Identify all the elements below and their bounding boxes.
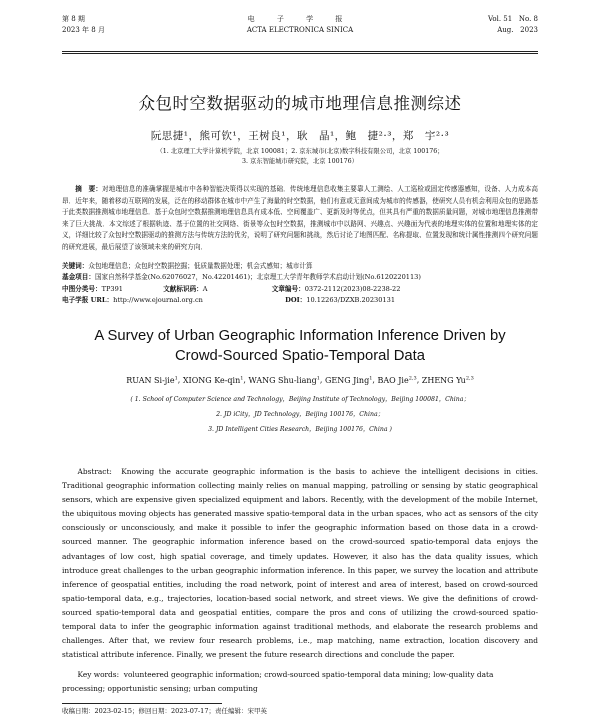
author-en: GENG Jing$^1$ bbox=[324, 375, 373, 385]
affiliation-cn-line: 3. 京东智能城市研究院，北京 100176） bbox=[242, 158, 358, 165]
affiliation-cn-line: （1. 北京理工大学计算机学院，北京 100081；2. 京东城市(北京)数字科技有限公司，北京 100176； bbox=[156, 148, 444, 155]
running-header bbox=[62, 14, 538, 52]
affiliations-en bbox=[40, 392, 560, 437]
authors-cn: 阮思捷¹，熊可钦¹，王树良¹，耿 晶¹，鲍 捷²·³，郑 宇²·³ bbox=[150, 130, 450, 142]
abstract-cn-label: 摘 要： bbox=[75, 185, 103, 193]
keywords-cn-row bbox=[62, 261, 538, 272]
keywords-en: volunteered geographic information; crowd-sourced spatio-temporal data mining; low-quality data processing; opportunistic sensing; urban computing bbox=[62, 670, 494, 693]
keywords-en-block bbox=[62, 668, 538, 696]
fund-row bbox=[62, 272, 538, 283]
url-label: 电子学报 URL： bbox=[62, 296, 114, 305]
doc-code-label: 文献标识码： bbox=[163, 284, 203, 293]
journal-url[interactable]: http://www.ejournal.org.cn bbox=[113, 296, 203, 305]
paper-title-en bbox=[0, 326, 600, 366]
header-right bbox=[488, 14, 538, 36]
author-en: WANG Shu-liang$^1$ bbox=[248, 375, 320, 385]
keywords-en-label: Key words: bbox=[77, 670, 120, 679]
classification-row bbox=[62, 284, 538, 295]
doi-label: DOI： bbox=[285, 296, 307, 305]
keywords-cn: 众包地理信息；众包时空数据挖掘；低质量数据处理；机会式感知；城市计算 bbox=[88, 262, 313, 270]
affiliation-en-line: 3. JD Intelligent Cities Research，Beijing 100176，China ) bbox=[208, 426, 392, 433]
author-en: ZHENG Yu$^{2,3}$ bbox=[421, 375, 474, 385]
title-en-line: Crowd-Sourced Spatio-Temporal Data bbox=[174, 348, 425, 364]
author-en: BAO Jie$^{2,3}$ bbox=[377, 375, 417, 385]
clc-value: TP391 bbox=[101, 284, 123, 293]
doi-value: 10.12263/DZXB.20230131 bbox=[306, 296, 396, 305]
journal-name-cn: 电 子 学 报 bbox=[247, 15, 353, 23]
footnote-rule bbox=[62, 703, 222, 704]
author-en: RUAN Si-jie$^1$ bbox=[126, 375, 178, 385]
volume-en: Vol. 51 No. 8 bbox=[487, 15, 538, 23]
article-metadata-cn bbox=[62, 261, 538, 307]
url-doi-row bbox=[62, 295, 538, 306]
article-no-label: 文章编号： bbox=[271, 284, 305, 293]
date-cn: 2023 年 8 月 bbox=[62, 26, 105, 34]
doc-code-value: A bbox=[202, 284, 208, 293]
header-rule-top bbox=[62, 51, 538, 52]
paper-title-cn: 众包时空数据驱动的城市地理信息推测综述 bbox=[138, 94, 462, 113]
fund-label: 基金项目： bbox=[62, 273, 95, 282]
journal-name-en: ACTA ELECTRONICA SINICA bbox=[246, 26, 354, 34]
abstract-en bbox=[62, 465, 538, 662]
author-en: XIONG Ke-qin$^1$ bbox=[182, 375, 244, 385]
date-en: Aug. 2023 bbox=[497, 26, 538, 34]
article-no-value: 0372-2112(2023)08-2238-22 bbox=[304, 284, 401, 293]
header-center bbox=[62, 14, 538, 36]
abstract-cn bbox=[62, 184, 538, 254]
issue-cn: 第 8 期 bbox=[62, 15, 85, 23]
authors-en: RUAN Si-jie$^1$, XIONG Ke-qin$^1$, WANG Shu-liang$^1$, GENG Jing$^1$, BAO Jie$^{2,3}$, ZHENG Yu$^{2,3}$ bbox=[126, 375, 474, 385]
header-rule-bottom bbox=[62, 53, 538, 54]
affiliation-en-line: 2. JD iCity，JD Technology，Beijing 100176，China； bbox=[216, 411, 384, 418]
affiliation-en-line: ( 1. School of Computer Science and Technology，Beijing Institute of Technology，Beijing 100081，China； bbox=[130, 396, 470, 403]
fund-text: 国家自然科学基金(No.62076027，No.42201461)；北京理工大学青年教师学术启动计划(No.6120220113) bbox=[94, 273, 421, 282]
received-date-footnote: 收稿日期：2023-02-15；修回日期：2023-07-17；责任编辑：宋甲英 bbox=[62, 707, 267, 715]
abstract-en-text: Knowing the accurate geographic information is the basis to achieve the intelligent decisions in cities. Traditional geographic information collecting mainly relies on manual mapping, patrolling or sensing by static geographical sensors, which are expensive given specialized equipment and labors. Recently, with the development of the mobile Internet, the ubiquitous moving objects has generated massive spatio-temporal data in the urban spaces, who act as sensors of the city consciously or unconsciously, and make it possible to infer the geographic information based on those data in a crowd-sourced manner. The geographic information inference based on the crowd-sourced spatio-temporal data enjoys the advantages of low cost, high spatial coverage, and timely updates. However, it also has the data quality issues, which introduce great challenges to the urban geographic information inference. In this paper, we survey the location and attribute inference of geospatial entities, including the road network, point of interest and area of interest, based on crowd-sourced spatio-temporal data, e.g., trajectories, location-based social network, and street views. We give the definitions of crowd-sourced spatio-temporal data and geospatial entities, compare the pros and cons of utilizing the crowd-sourced spatio-temporal data to infer the geographic information against traditional methods, and elaborate the research problems and challenges. After that, we review four research problems, i.e., map matching, name extraction, location discovery and statistical attribute inference. Finally, we present the future research directions and conclude the paper. bbox=[62, 467, 538, 660]
keywords-cn-label: 关键词： bbox=[62, 262, 89, 270]
abstract-en-label: Abstract: bbox=[77, 467, 112, 476]
clc-label: 中图分类号： bbox=[62, 284, 102, 293]
title-en-line: A Survey of Urban Geographic Information Inference Driven by bbox=[94, 328, 506, 344]
affiliations-cn bbox=[40, 147, 560, 167]
abstract-cn-text: 对地理信息的准确掌握是城市中各种智能决策得以实现的基础．传统地理信息收集主要靠人工测绘、人工巡检或固定传感器感知，设备、人力成本高昂．近年来，随着移动互联网的发展，泛在的移动群体在城市中产生了海量的时空数据，他们有意或无意间成为城市的传感器，使研究人员有机会利用众包的思路基于此类数据推测城市地理信息．基于众包时空数据推测地理信息具有成本低、空间覆盖广、更新及时等优点，但其具有严重的数据质量问题，对城市地理信息推测带来了巨大挑战．本文综述了根据轨迹、基于位置的社交网络、街景等众包时空数据，推测城市中以路网、兴趣点、兴趣面为代表的地理实体的位置和地理实体的定义，详细比较了众包时空数据驱动的推测方法与传统方法的优劣，说明了研究问题和挑战，然后讨论了地图匹配、名称提取、位置发现和统计属性推测四个研究问题的研究进展，最后展望了该领域未来的研究方向． bbox=[62, 185, 539, 251]
